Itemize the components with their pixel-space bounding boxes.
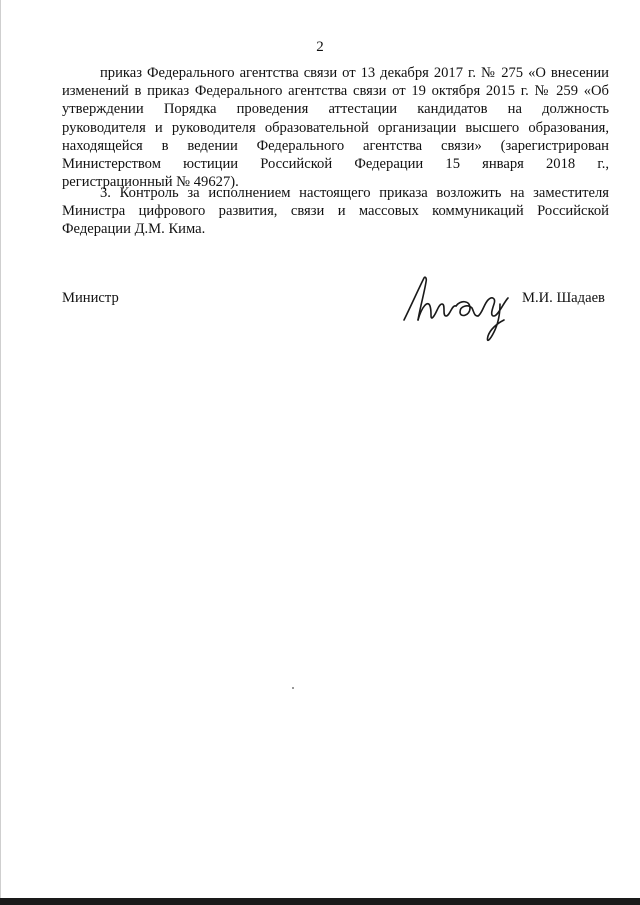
- text-line: приказ Федерального агентства связи от 13 декабря 2017 г. № 275 «О внесении: [100, 65, 609, 81]
- paragraph-previous-order: [62, 64, 609, 191]
- scan-edge-left: [0, 0, 1, 905]
- scan-speck: [292, 687, 294, 689]
- text-line: 3. Контроль за исполнением настоящего приказа возложить на заместителя: [100, 185, 609, 201]
- signer-name: М.И. Шадаев: [522, 290, 605, 306]
- text-line: Министра цифрового развития, связи и массовых коммуникаций Российской: [62, 203, 609, 220]
- text-line: Министерством юстиции Российской Федерации 15 января 2018 г.,: [62, 156, 609, 173]
- text-line: находящейся в ведении Федерального агентства связи» (зарегистрирован: [62, 137, 609, 154]
- text-line: регистрационный № 49627).: [62, 174, 239, 191]
- position-label: Министр: [62, 290, 119, 306]
- text-line: утверждении Порядка проведения аттестации кандидатов на должность: [62, 101, 609, 118]
- text-line: изменений в приказ Федерального агентства связи от 19 октября 2015 г. № 259 «Об: [62, 83, 609, 100]
- text-line: Федерации Д.М. Кима.: [62, 221, 206, 238]
- paragraph-control-clause: [62, 184, 609, 239]
- text-line: руководителя и руководителя образовательной организации высшего образования,: [62, 119, 609, 136]
- page-number: 2: [316, 39, 324, 55]
- handwritten-signature: [400, 270, 520, 350]
- scan-edge-bottom: [0, 898, 640, 905]
